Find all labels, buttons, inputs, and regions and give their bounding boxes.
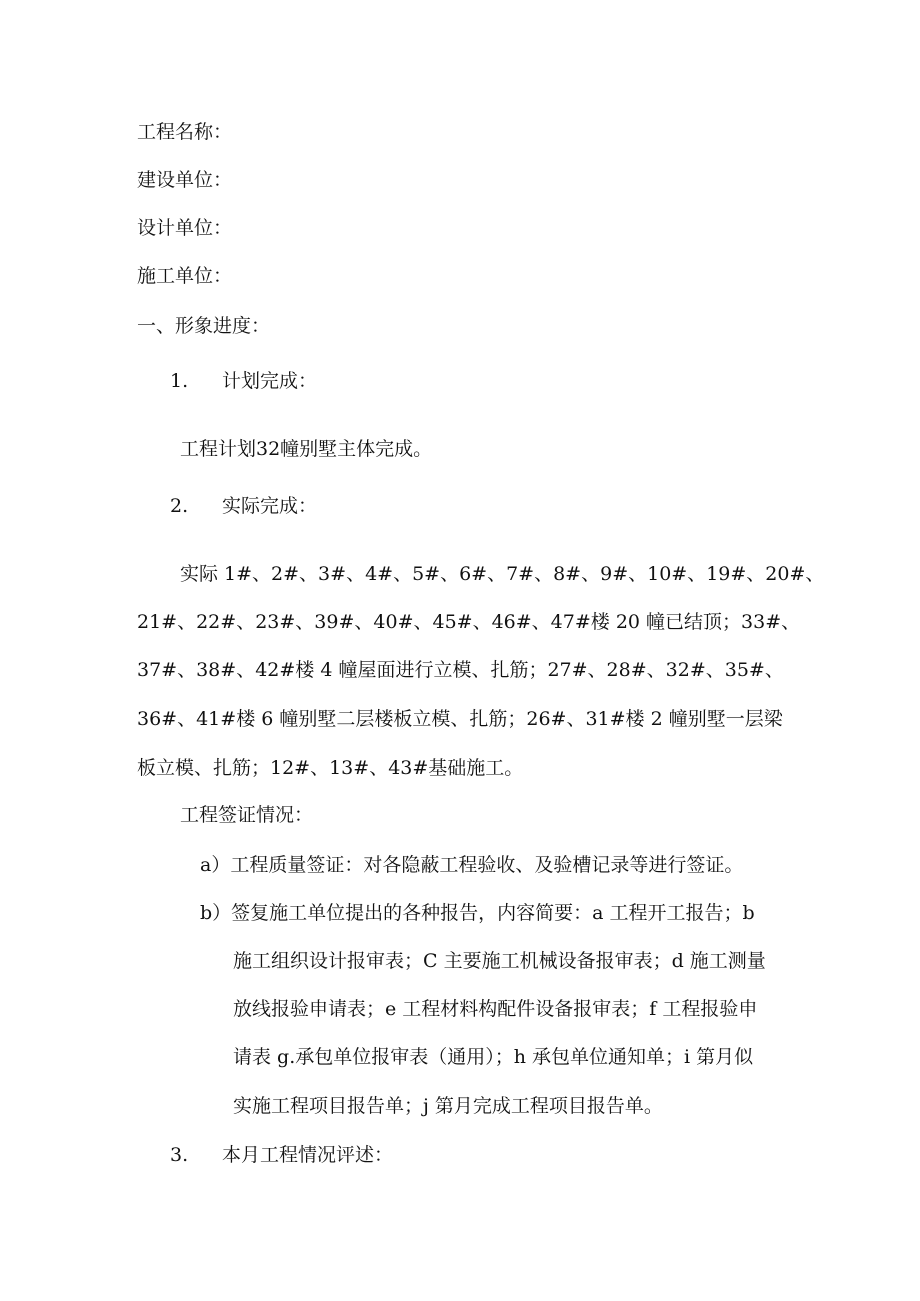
- section-heading-progress: 一、形象进度：: [137, 315, 271, 337]
- item2-body-line: 实际 1#、2#、3#、4#、5#、6#、7#、8#、9#、10#、19#、20#、: [180, 563, 825, 585]
- item1-title: 计划完成：: [222, 370, 318, 392]
- visa-item-b-line: 实施工程项目报告单；j 第月完成工程项目报告单。: [233, 1095, 663, 1117]
- design-unit-label: 设计单位：: [137, 217, 233, 239]
- visa-item-b-line: 施工组织设计报审表；C 主要施工机械设备报审表；d 施工测量: [233, 950, 766, 972]
- item2-body-line: 板立模、扎筋；12#、13#、43#基础施工。: [137, 757, 524, 779]
- item1-body: 工程计划32幢别墅主体完成。: [180, 438, 433, 460]
- visa-item-b-line: 放线报验申请表；e 工程材料构配件设备报审表；f 工程报验申: [233, 998, 758, 1020]
- item2-title: 实际完成：: [222, 495, 318, 517]
- visa-heading: 工程签证情况：: [180, 804, 314, 826]
- item3-title: 本月工程情况评述：: [222, 1144, 394, 1166]
- owner-unit-label: 建设单位：: [137, 169, 233, 191]
- item2-body-line: 37#、38#、42#楼 4 幢屋面进行立模、扎筋；27#、28#、32#、35#、: [137, 659, 784, 681]
- item2-body-line: 21#、22#、23#、39#、40#、45#、46#、47#楼 20 幢已结顶；33#、: [137, 611, 801, 633]
- visa-item-b-line: 请表 g.承包单位报审表（通用）；h 承包单位通知单；i 第月似: [233, 1046, 754, 1068]
- item1-number: 1.: [170, 370, 189, 392]
- construction-unit-label: 施工单位：: [137, 265, 233, 287]
- project-name-label: 工程名称：: [137, 121, 233, 143]
- visa-item-b: b）签复施工单位提出的各种报告，内容简要：a 工程开工报告；b: [200, 902, 755, 924]
- visa-item-a: a）工程质量签证：对各隐蔽工程验收、及验槽记录等进行签证。: [200, 854, 744, 876]
- item2-number: 2.: [170, 495, 189, 517]
- item3-number: 3.: [170, 1144, 189, 1166]
- item2-body-line: 36#、41#楼 6 幢别墅二层楼板立模、扎筋；26#、31#楼 2 幢别墅一层梁: [137, 708, 783, 730]
